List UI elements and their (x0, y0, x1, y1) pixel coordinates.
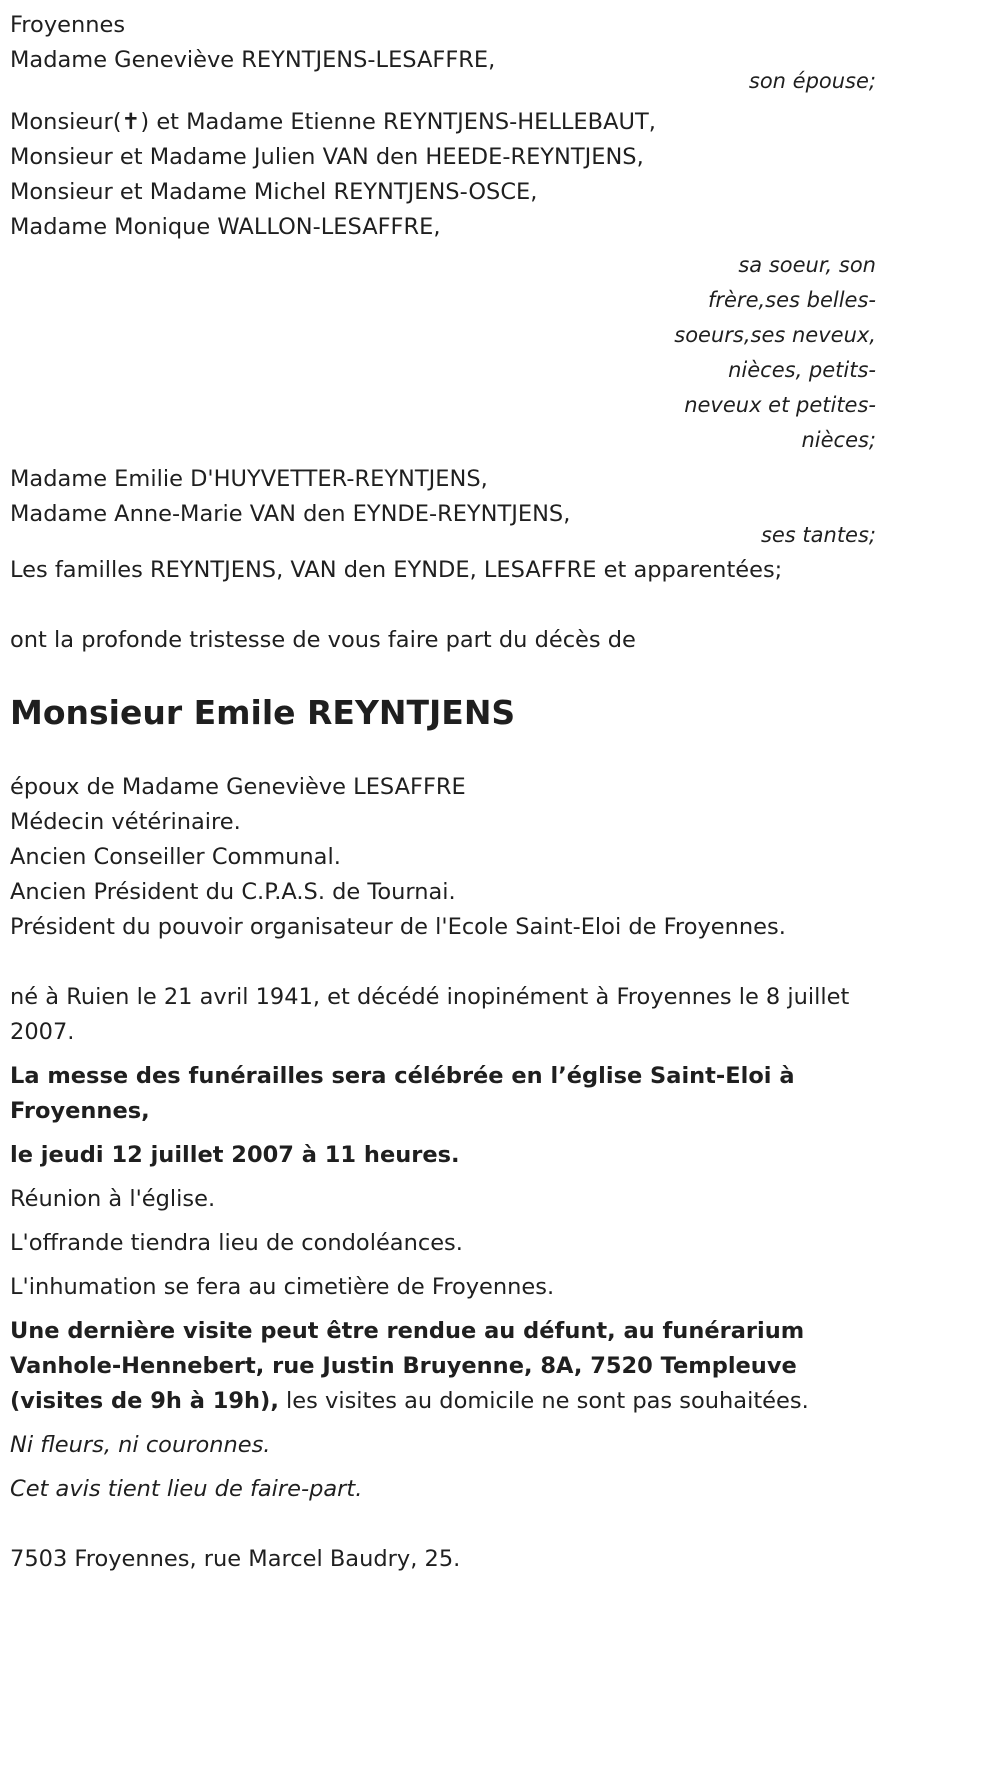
aunt-line: Madame Anne-Marie VAN den EYNDE-REYNTJENS, (10, 501, 571, 527)
visit-regular: les visites au domicile ne sont pas souhaitées. (278, 1388, 809, 1414)
no-flowers-note: Ni fleurs, ni couronnes. (10, 1432, 271, 1458)
spouse-relation: son épouse; (748, 69, 876, 93)
meeting-note: Réunion à l'église. (10, 1186, 216, 1212)
visit-bold: Une dernière visite peut être rendue au défunt, au funérarium Vanhole-Hennebert, rue Justin Bruyenne, 8A, 7520 Templeuve (visites de 9h à 19h), (10, 1318, 805, 1414)
notice-note: Cet avis tient lieu de faire-part. (10, 1476, 363, 1502)
relation-line: nièces; (801, 428, 876, 452)
sibling-line: Monsieur et Madame Michel REYNTJENS-OSCE, (10, 179, 538, 205)
relation-line: sa soeur, son (738, 253, 876, 277)
sibling-line: Monsieur et Madame Julien VAN den HEEDE-REYNTJENS, (10, 144, 644, 170)
families-line: Les familles REYNTJENS, VAN den EYNDE, LESAFFRE et apparentées; (10, 557, 783, 583)
sibling-line: Madame Monique WALLON-LESAFFRE, (10, 214, 441, 240)
deceased-name: Monsieur Emile REYNTJENS (10, 693, 516, 732)
funeral-mass: La messe des funérailles sera célébrée en l’église Saint-Eloi à Froyennes, (10, 1063, 795, 1124)
titles-list (10, 770, 876, 945)
visit-note (10, 1314, 876, 1419)
place-header: Froyennes (10, 12, 126, 38)
siblings-list (10, 105, 876, 245)
obituary-notice (10, 8, 876, 1577)
funeral-date: le jeudi 12 juillet 2007 à 11 heures. (10, 1142, 460, 1168)
title-line: époux de Madame Geneviève LESAFFRE (10, 774, 466, 800)
relation-line: frère,ses belles- (707, 288, 876, 312)
title-line: Ancien Président du C.P.A.S. de Tournai. (10, 879, 456, 905)
relation-line: neveux et petites- (684, 393, 876, 417)
birth-death: né à Ruien le 21 avril 1941, et décédé inopinément à Froyennes le 8 juillet 2007. (10, 984, 850, 1045)
offering-note: L'offrande tiendra lieu de condoléances. (10, 1230, 463, 1256)
relation-line: nièces, petits- (728, 358, 876, 382)
title-line: Ancien Conseiller Communal. (10, 844, 341, 870)
sibling-line: Monsieur(✝) et Madame Etienne REYNTJENS-HELLEBAUT, (10, 109, 656, 135)
announcement: ont la profonde tristesse de vous faire part du décès de (10, 627, 636, 653)
spouse-name: Madame Geneviève REYNTJENS-LESAFFRE, (10, 47, 496, 73)
title-line: Médecin vétérinaire. (10, 809, 241, 835)
title-line: Président du pouvoir organisateur de l'Ecole Saint-Eloi de Froyennes. (10, 914, 786, 940)
burial-note: L'inhumation se fera au cimetière de Froyennes. (10, 1274, 555, 1300)
siblings-relation (666, 248, 876, 458)
aunts-relation: ses tantes; (760, 523, 876, 547)
relation-line: soeurs,ses neveux, (674, 323, 876, 347)
address: 7503 Froyennes, rue Marcel Baudry, 25. (10, 1546, 461, 1572)
aunt-line: Madame Emilie D'HUYVETTER-REYNTJENS, (10, 466, 488, 492)
